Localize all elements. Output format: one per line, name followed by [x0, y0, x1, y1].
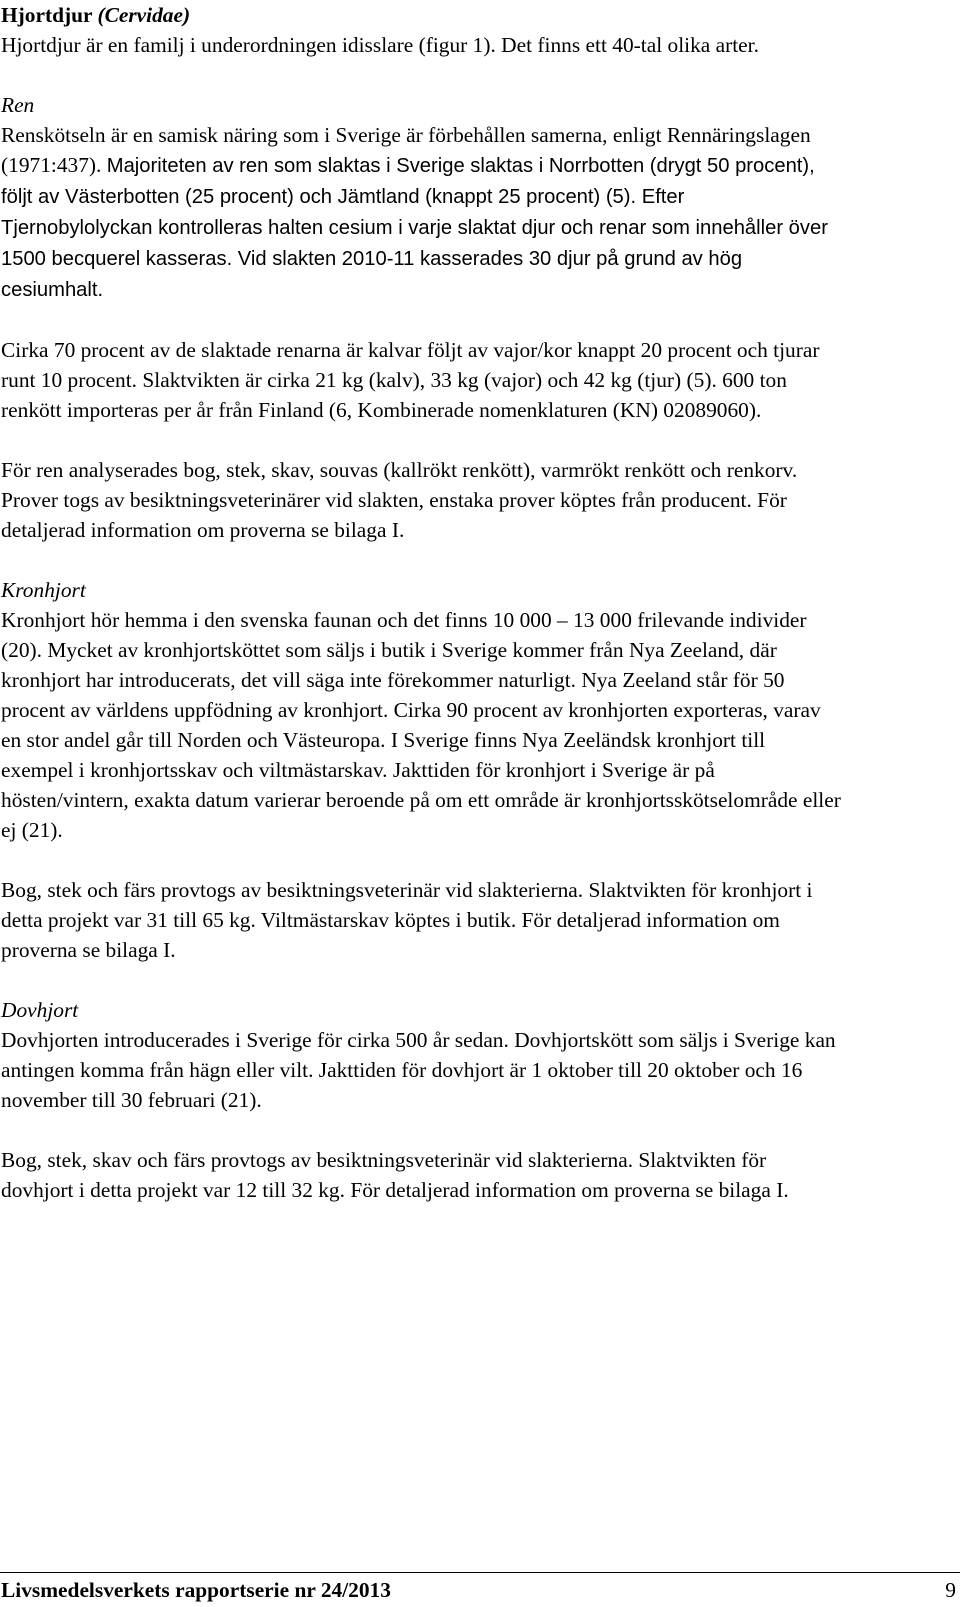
- ren-paragraph-2: Cirka 70 procent av de slaktade renarna är kalvar följt av vajor/kor knappt 20 procent och tjurar runt 10 procent. Slaktvikten är cirka 21 kg (kalv), 33 kg (vajor) och 42 kg (tjur) (5). 600 ton renkött importeras per år från Finland (6, Kombinerade nomenklaturen (KN) 02089060).: [1, 338, 820, 422]
- title-main: Hjortdjur: [1, 3, 98, 27]
- dovhjort-paragraph-2: Bog, stek, skav och färs provtogs av besiktningsveterinär vid slakterierna. Slaktvikten för dovhjort i detta projekt var 12 till 32 kg. För detaljerad information om proverna se bilaga I.: [1, 1148, 789, 1202]
- section-heading-ren: Ren: [1, 93, 35, 117]
- spacer: [1, 1115, 841, 1145]
- ren-paragraph-1-serif: Renskötseln är en samisk näring som i Sverige är förbehållen samerna, enligt Rennäringslagen (1971:437).: [1, 123, 811, 177]
- footer-divider: [0, 1572, 960, 1573]
- spacer: [1, 60, 841, 90]
- kronhjort-paragraph-2: Bog, stek och färs provtogs av besiktningsveterinär vid slakterierna. Slaktvikten för kronhjort i detta projekt var 31 till 65 kg. Viltmästarskav köptes i butik. För detaljerad information om proverna se bilaga I.: [1, 878, 813, 962]
- spacer: [1, 425, 841, 455]
- dovhjort-paragraph-1: Dovhjorten introducerades i Sverige för cirka 500 år sedan. Dovhjortskött som säljs i Sverige kan antingen komma från hägn eller vilt. Jakttiden för dovhjort är 1 oktober till 20 oktober och 16 november till 30 februari (21).: [1, 1028, 836, 1112]
- spacer: [1, 545, 841, 575]
- intro-paragraph: Hjortdjur är en familj i underordningen idisslare (figur 1). Det finns ett 40-tal olika arter.: [1, 33, 759, 57]
- spacer: [1, 845, 841, 875]
- document-body: [1, 0, 841, 1205]
- kronhjort-paragraph-1: Kronhjort hör hemma i den svenska faunan och det finns 10 000 – 13 000 frilevande individer (20). Mycket av kronhjortsköttet som säljs i butik i Sverige kommer från Nya Zeeland, där kronhjort har introducerats, det vill säga inte förekommer naturligt. Nya Zeeland står för 50 procent av världens uppfödning av kronhjort. Cirka 90 procent av kronhjorten exporteras, varav en stor andel går till Norden och Västeuropa. I Sverige finns Nya Zeeländsk kronhjort till exempel i kronhjortsskav och viltmästarskav. Jakttiden för kronhjort i Sverige är på hösten/vintern, exakta datum varierar beroende på om ett område är kronhjortsskötselområde eller ej (21).: [1, 608, 841, 842]
- page-number: 9: [945, 1578, 956, 1602]
- spacer: [1, 965, 841, 995]
- page-title: [1, 0, 841, 30]
- footer-report-series: Livsmedelsverkets rapportserie nr 24/2013: [1, 1578, 391, 1602]
- spacer: [1, 305, 841, 335]
- ren-paragraph-1-sans: Majoriteten av ren som slaktas i Sverige slaktas i Norrbotten (drygt 50 procent), följt av Västerbotten (25 procent) och Jämtland (knappt 25 procent) (5). Efter Tjernobylolyckan kontrolleras halten cesium i varje slaktat djur och renar som innehåller över 1500 becquerel kasseras. Vid slakten 2010-11 kasserades 30 djur på grund av hög cesiumhalt.: [1, 155, 828, 301]
- title-latin-name: (Cervidae): [97, 3, 191, 27]
- ren-paragraph-1: [1, 120, 841, 305]
- section-heading-dovhjort: Dovhjort: [1, 998, 79, 1022]
- section-heading-kronhjort: Kronhjort: [1, 578, 86, 602]
- ren-paragraph-3: För ren analyserades bog, stek, skav, souvas (kallrökt renkött), varmrökt renkött och renkorv. Prover togs av besiktningsveterinärer vid slakten, enstaka prover köptes från producent. För detaljerad information om proverna se bilaga I.: [1, 458, 798, 542]
